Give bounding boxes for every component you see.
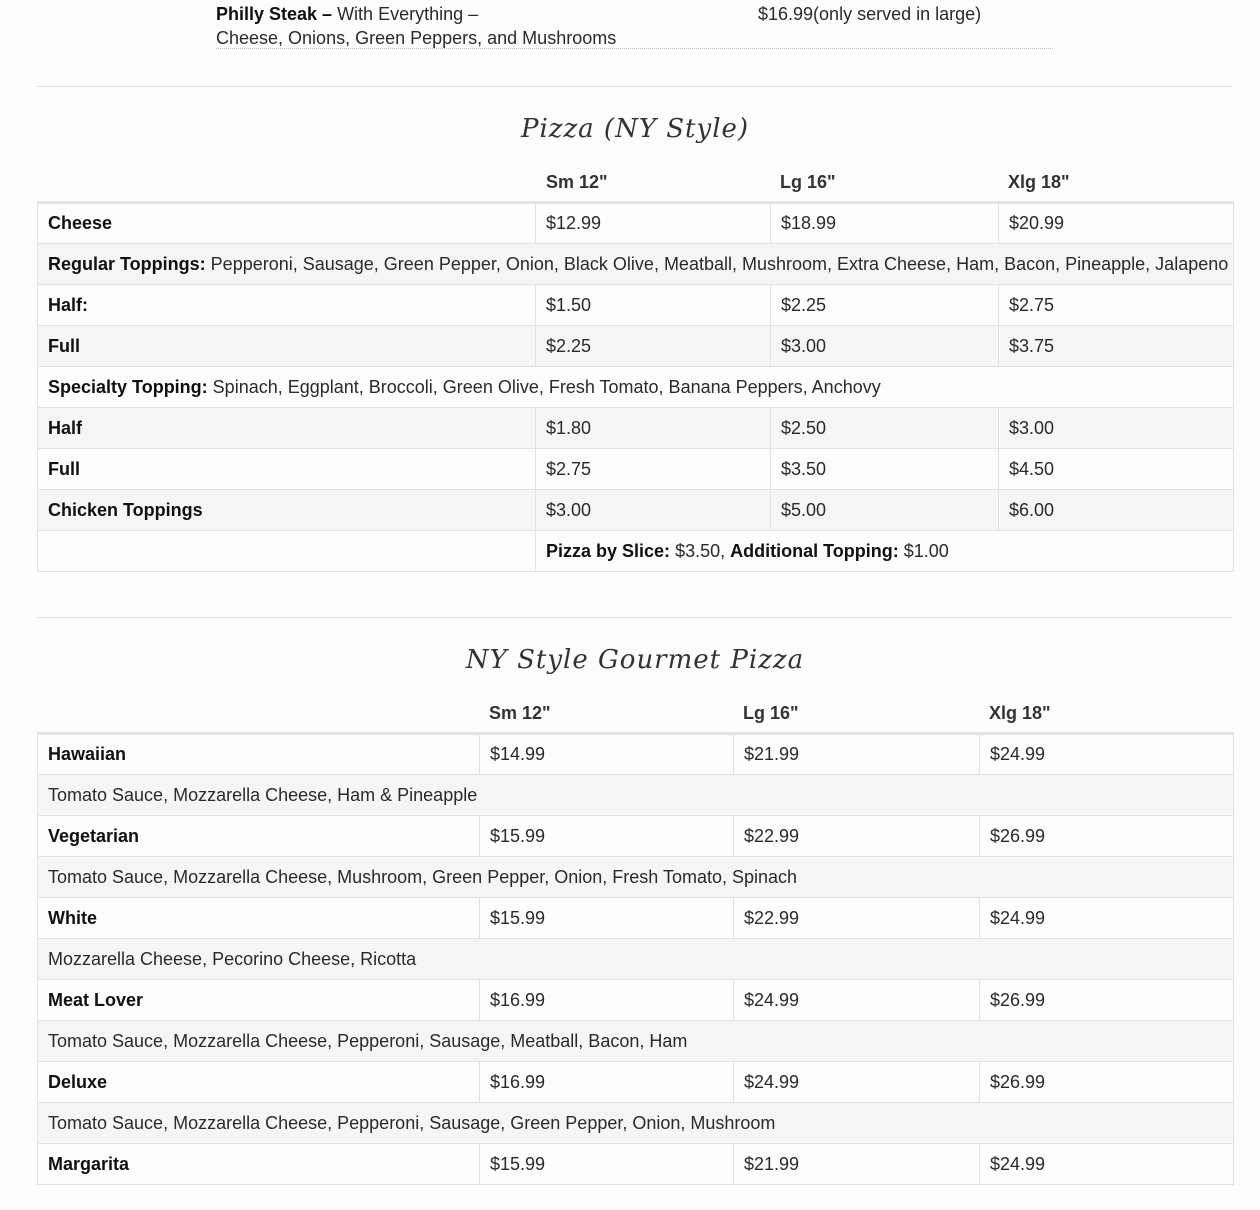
description-row [38,939,1234,980]
description-row [38,857,1234,898]
slice-pricing [536,531,1234,572]
table-row [38,367,1234,408]
item-name: Half: [38,285,536,326]
toppings-label: Regular Toppings: [48,253,206,274]
pizza-description: Tomato Sauce, Mozzarella Cheese, Ham & Pineapple [38,775,1234,816]
pizza-description: Tomato Sauce, Mozzarella Cheese, Pepperoni, Sausage, Meatball, Bacon, Ham [38,1021,1234,1062]
table-row [38,1144,1234,1185]
table-row [38,408,1234,449]
item-price: $2.75 [536,449,771,490]
table-row [38,285,1234,326]
section-divider [37,86,1233,87]
item-name: Chicken Toppings [38,490,536,531]
section-divider [37,617,1233,618]
item-price: $5.00 [771,490,999,531]
pizza-price: $26.99 [980,1062,1234,1103]
pizza-name: White [38,898,480,939]
table-row [38,326,1234,367]
item-price: $3.75 [999,326,1234,367]
pizza-price: $24.99 [734,980,980,1021]
philly-steak-description [216,2,616,50]
philly-steak-desc-line1: With Everything – [332,4,479,24]
item-price: $20.99 [999,203,1234,244]
pizza-description: Mozzarella Cheese, Pecorino Cheese, Ricotta [38,939,1234,980]
table-row [38,816,1234,857]
pizza-price: $21.99 [734,1144,980,1185]
table-row [38,490,1234,531]
pizza-header-large: Lg 16" [780,172,836,192]
gourmet-header-small: Sm 12" [489,703,551,723]
item-price: $2.25 [536,326,771,367]
philly-steak-item [216,2,1053,49]
item-name: Full [38,326,536,367]
item-name: Cheese [38,203,536,244]
table-row [38,1062,1234,1103]
item-price: $3.00 [999,408,1234,449]
table-row [38,980,1234,1021]
pizza-header-small: Sm 12" [546,172,608,192]
table-row [38,734,1234,775]
table-row [38,449,1234,490]
pizza-price: $26.99 [980,816,1234,857]
pizza-price: $16.99 [480,1062,734,1103]
item-price: $3.50 [771,449,999,490]
pizza-price: $22.99 [734,898,980,939]
item-price: $3.00 [771,326,999,367]
pizza-price: $24.99 [980,734,1234,775]
pizza-price: $16.99 [480,980,734,1021]
toppings-row [38,244,1234,285]
pizza-description: Tomato Sauce, Mozzarella Cheese, Pepperoni, Sausage, Green Pepper, Onion, Mushroom [38,1103,1234,1144]
item-price: $18.99 [771,203,999,244]
philly-steak-price: $16.99(only served in large) [758,4,982,24]
slice-price: $3.50, [670,540,731,561]
pizza-price: $21.99 [734,734,980,775]
pizza-name: Margarita [38,1144,480,1185]
pizza-name: Meat Lover [38,980,480,1021]
gourmet-header-xlarge: Xlg 18" [989,703,1051,723]
table-row [38,244,1234,285]
pizza-price: $26.99 [980,980,1234,1021]
item-price: $2.25 [771,285,999,326]
pizza-price: $15.99 [480,1144,734,1185]
additional-topping-price: $1.00 [898,540,949,561]
table-row [38,203,1234,244]
pizza-name: Hawaiian [38,734,480,775]
toppings-row [38,367,1234,408]
table-row [38,898,1234,939]
table-row [38,531,1234,572]
pizza-price: $24.99 [734,1062,980,1103]
item-name: Half [38,408,536,449]
pizza-price-table [37,201,1234,572]
pizza-name: Vegetarian [38,816,480,857]
empty-cell [38,531,536,572]
toppings-label: Specialty Topping: [48,376,208,397]
pizza-price: $14.99 [480,734,734,775]
item-price: $1.50 [536,285,771,326]
additional-topping-label: Additional Topping: [730,540,899,561]
description-row [38,1021,1234,1062]
item-price: $1.80 [536,408,771,449]
item-price: $12.99 [536,203,771,244]
pizza-price: $24.99 [980,898,1234,939]
item-price: $2.75 [999,285,1234,326]
pizza-header-xlarge: Xlg 18" [1008,172,1070,192]
item-price: $6.00 [999,490,1234,531]
item-price: $2.50 [771,408,999,449]
pizza-price: $24.99 [980,1144,1234,1185]
pizza-price: $15.99 [480,816,734,857]
toppings-list: Spinach, Eggplant, Broccoli, Green Olive, Fresh Tomato, Banana Peppers, Anchovy [207,376,881,397]
pizza-section-title: Pizza (NY Style) [520,114,750,144]
description-row [38,1103,1234,1144]
pizza-name: Deluxe [38,1062,480,1103]
item-price: $3.00 [536,490,771,531]
gourmet-header-large: Lg 16" [743,703,799,723]
item-price: $4.50 [999,449,1234,490]
description-row [38,775,1234,816]
pizza-description: Tomato Sauce, Mozzarella Cheese, Mushroom, Green Pepper, Onion, Fresh Tomato, Spinach [38,857,1234,898]
pizza-price: $22.99 [734,816,980,857]
philly-steak-name: Philly Steak – [216,4,333,24]
item-name: Full [38,449,536,490]
slice-label: Pizza by Slice: [546,540,671,561]
toppings-list: Pepperoni, Sausage, Green Pepper, Onion, Black Olive, Meatball, Mushroom, Extra Cheese, Ham, Bacon, Pineapple, Jalapeno [205,253,1229,274]
pizza-price: $15.99 [480,898,734,939]
gourmet-section-title: NY Style Gourmet Pizza [465,645,805,675]
gourmet-price-table [37,732,1234,1185]
philly-steak-desc-line2: Cheese, Onions, Green Peppers, and Mushrooms [216,28,617,48]
